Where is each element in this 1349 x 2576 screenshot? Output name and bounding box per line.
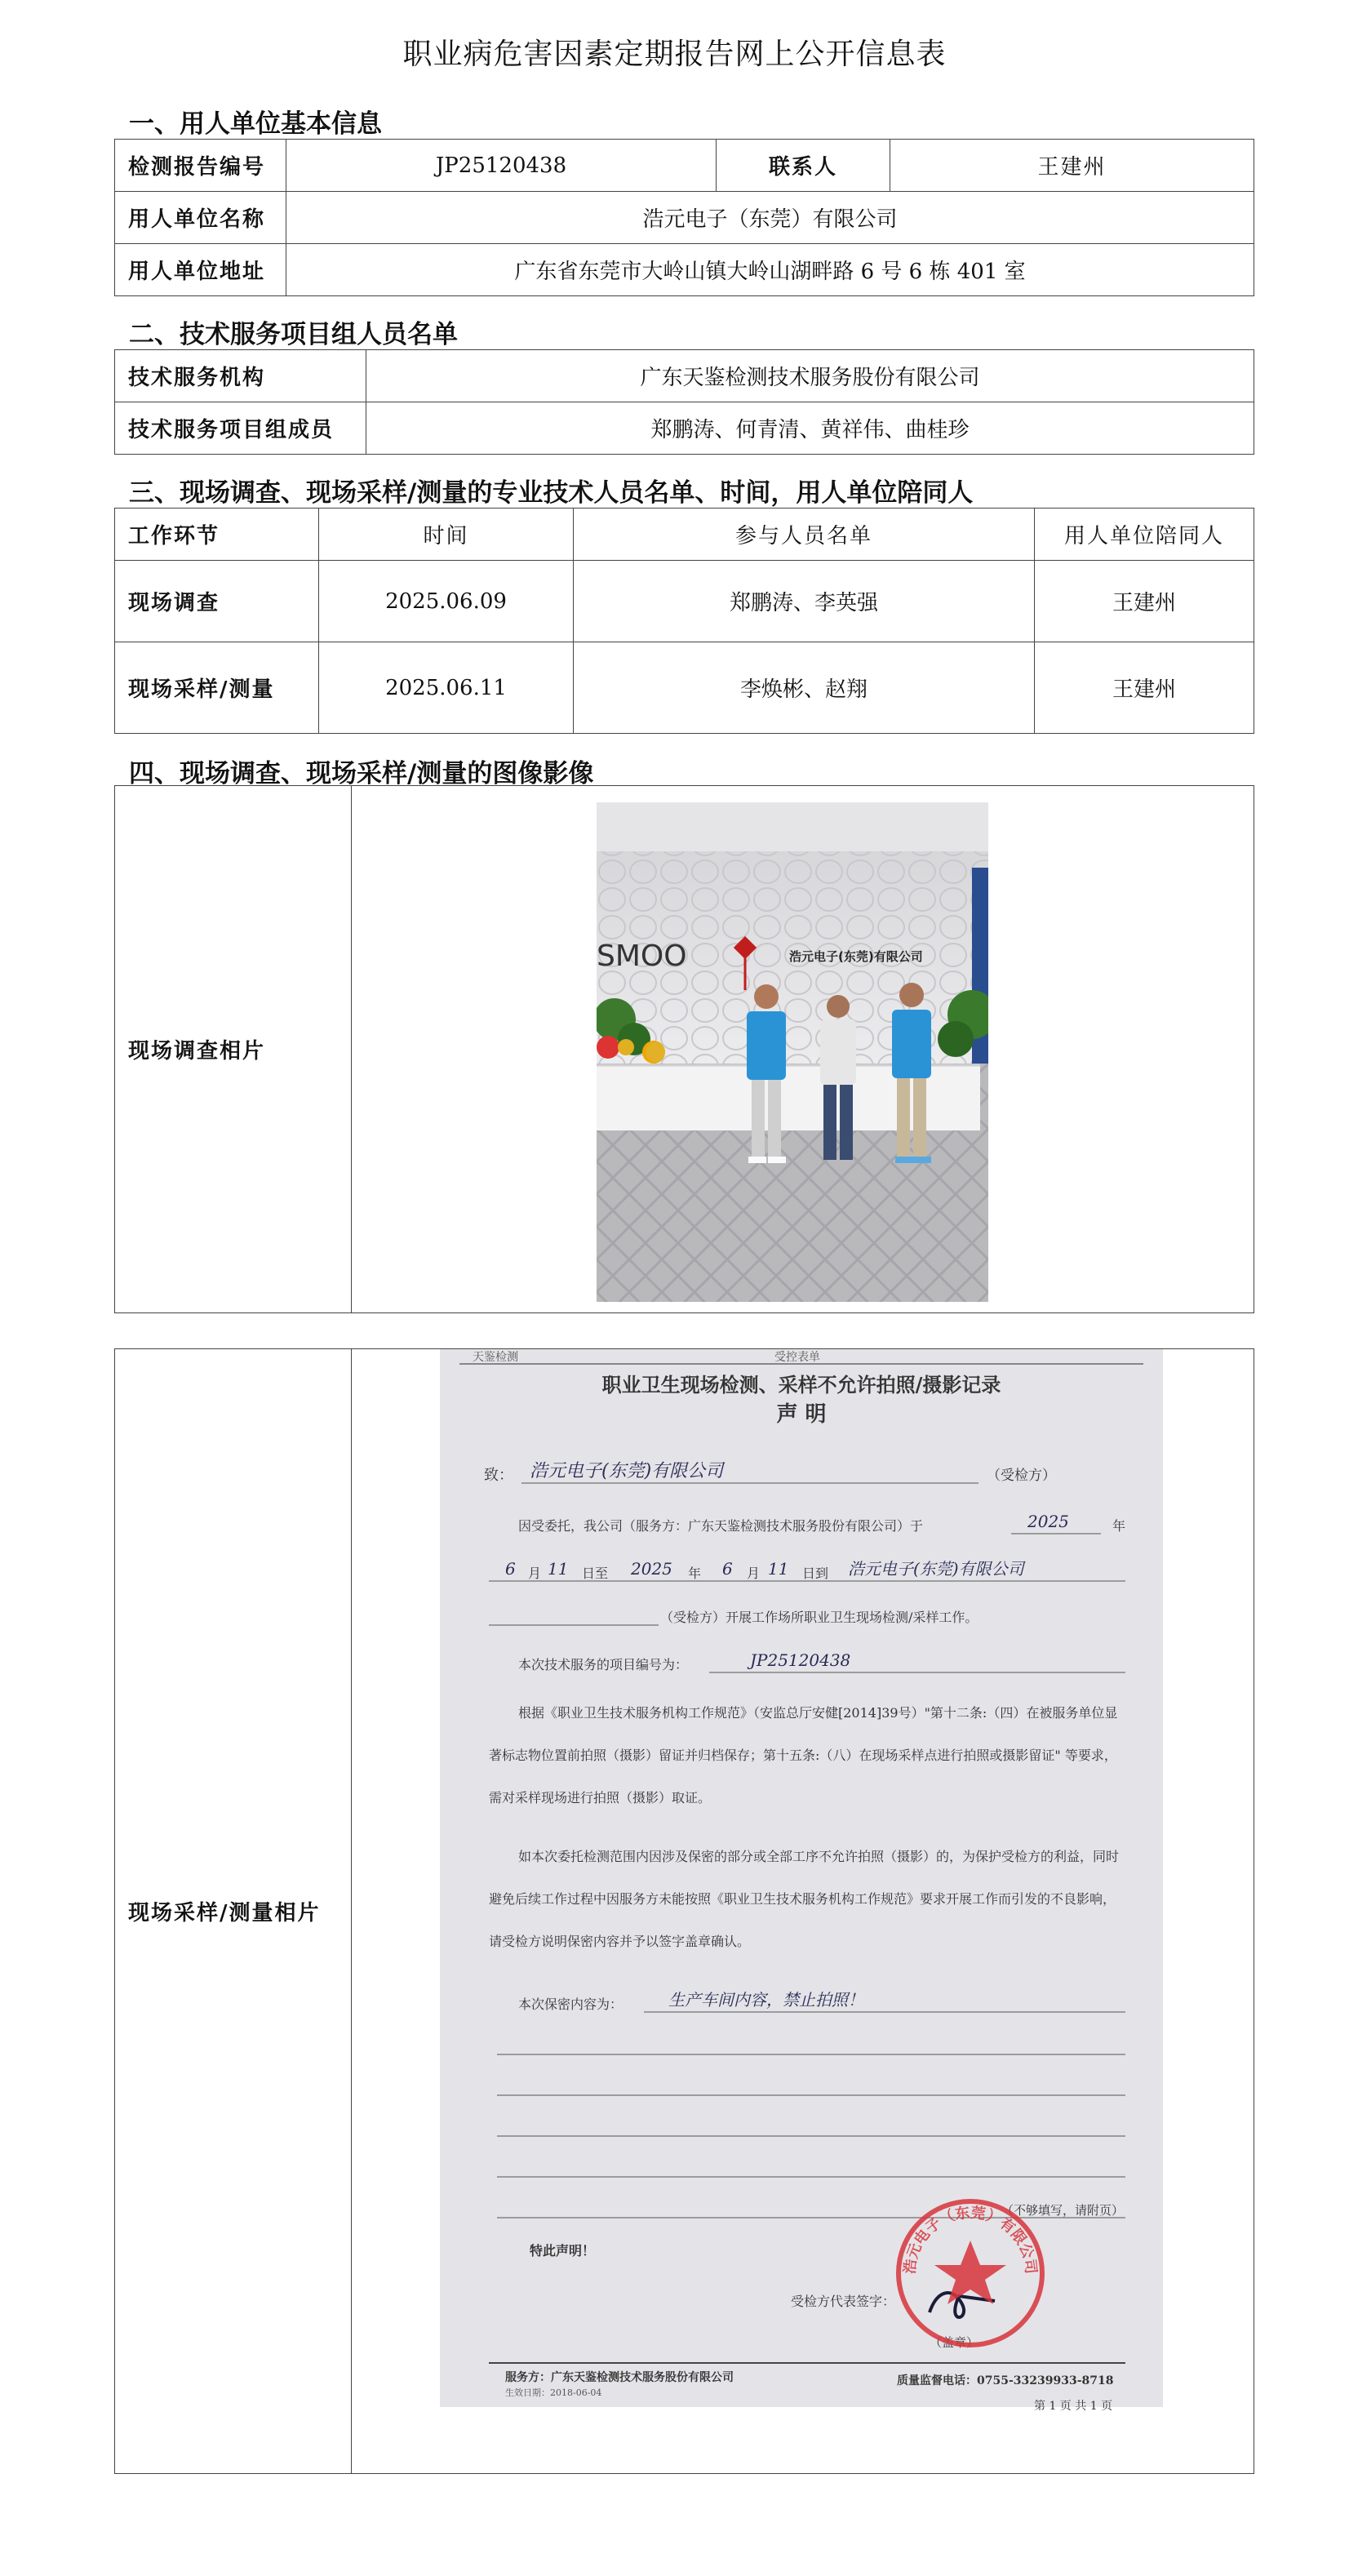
sampling-photo-cell: [352, 1349, 1254, 2474]
row-escort: 王建州: [1035, 642, 1254, 734]
members-value: 郑鹏涛、何青清、黄祥伟、曲桂珍: [366, 402, 1254, 455]
doc-subtitle: 声 明: [776, 1402, 827, 1427]
doc-p1a: 因受委托，我公司（服务方：广东天鉴检测技术服务股份有限公司）于: [518, 1518, 924, 1534]
doc-p2-t4: 月: [747, 1566, 761, 1581]
doc-p2-t2: 日至: [582, 1566, 609, 1581]
company-label: 用人单位名称: [115, 192, 286, 244]
section4-heading: 四、现场调查、现场采样/测量的图像影像: [129, 759, 594, 788]
photo-brand-logo: SMOO: [597, 939, 687, 973]
doc-p2-t1: 月: [528, 1566, 542, 1581]
doc-p1b: 年: [1112, 1518, 1126, 1534]
org-value: 广东天鉴检测技术服务股份有限公司: [366, 350, 1254, 402]
report-no-label: 检测报告编号: [115, 140, 286, 192]
doc-title: 职业卫生现场检测、采样不允许拍照/摄影记录: [601, 1373, 1001, 1397]
doc-footer-date: 生效日期：2018-06-04: [505, 2387, 602, 2398]
doc-p5: 根据《职业卫生技术服务机构工作规范》（安监总厅安健[2014]39号）"第十二条:（四）在被服务单位显著标志物位置前拍照（摄影）留证并归档保存；第十五条:（八）在现场采样点进行拍照或摄影留证" 等要求，需对采样现场进行拍照（摄影）取证。: [489, 1705, 1118, 1805]
doc-p4-no: JP25120438: [750, 1650, 851, 1670]
doc-p3: （受检方）开展工作场所职业卫生现场检测/采样工作。: [660, 1610, 978, 1625]
photo-company-sign: 浩元电子(东莞)有限公司: [789, 949, 923, 964]
doc-p6: 如本次委托检测范围内因涉及保密的部分或全部工序不允许拍照（摄影）的，为保护受检方的利益，同时避免后续工作过程中因服务方未能按照《职业卫生技术服务机构工作规范》要求开展工作而引发的不良影响，请受检方说明保密内容并予以签字盖章确认。: [489, 1849, 1120, 1949]
doc-p7a: 本次保密内容为：: [518, 1996, 623, 2012]
section1-heading: 一、用人单位基本信息: [129, 109, 382, 139]
org-label: 技术服务机构: [115, 350, 366, 402]
doc-footer-service: 服务方：广东天鉴检测技术服务股份有限公司: [505, 2371, 734, 2384]
doc-p2-m1: 6: [505, 1559, 516, 1579]
address-label: 用人单位地址: [115, 244, 286, 296]
doc-p2-d1: 11: [548, 1559, 569, 1579]
doc-p2-m2: 6: [722, 1559, 733, 1579]
stamp-text: 浩元电子（东莞）有限公司: [901, 2204, 1040, 2275]
doc-p2-t5: 日到: [802, 1566, 829, 1581]
doc-to-hand: 浩元电子(东莞)有限公司: [530, 1461, 724, 1481]
doc-header-mid: 受控表单: [774, 1351, 820, 1364]
header-escort: 用人单位陪同人: [1035, 509, 1254, 561]
contact-value: 王建州: [890, 140, 1254, 192]
row-stage: 现场调查: [115, 561, 319, 642]
contact-label: 联系人: [717, 140, 890, 192]
doc-to-suffix: （受检方）: [987, 1468, 1056, 1484]
declaration-document-photo: [440, 1349, 1163, 2407]
survey-photo-label: 现场调查相片: [115, 786, 352, 1313]
address-value: 广东省东莞市大岭山镇大岭山湖畔路 6 号 6 栋 401 室: [286, 244, 1254, 296]
doc-p2-company: 浩元电子(东莞)有限公司: [848, 1559, 1024, 1579]
row-date: 2025.06.09: [319, 561, 574, 642]
basic-info-table: [114, 139, 1254, 296]
doc-note: （不够填写，请附页）: [1001, 2203, 1125, 2218]
doc-header-left: 天鉴检测: [473, 1351, 518, 1364]
figurine-icon: [646, 1042, 665, 1062]
row-stage: 现场采样/测量: [115, 642, 319, 734]
doc-p2-t3: 年: [688, 1566, 702, 1581]
row-staff: 李焕彬、赵翔: [574, 642, 1035, 734]
schedule-table: [114, 508, 1254, 734]
team-table: [114, 349, 1254, 455]
doc-p7-hand: 生产车间内容，禁止拍照！: [668, 1990, 864, 2010]
survey-photo-cell: [352, 786, 1254, 1313]
doc-p2-d2: 11: [768, 1559, 789, 1579]
doc-footer-page: 第 1 页 共 1 页: [1034, 2400, 1113, 2413]
company-value: 浩元电子（东莞）有限公司: [286, 192, 1254, 244]
header-staff: 参与人员名单: [574, 509, 1035, 561]
photo-table-2: [114, 1348, 1254, 2474]
row-date: 2025.06.11: [319, 642, 574, 734]
section2-heading: 二、技术服务项目组人员名单: [129, 320, 458, 349]
photo-table-1: [114, 785, 1254, 1313]
page-title: 职业病危害因素定期报告网上公开信息表: [402, 38, 947, 71]
section3-heading: 三、现场调查、现场采样/测量的专业技术人员名单、时间，用人单位陪同人: [129, 478, 974, 508]
doc-p1-year: 2025: [1027, 1512, 1069, 1531]
table-row: [115, 561, 1254, 642]
doc-p2-y2: 2025: [631, 1559, 672, 1579]
header-date: 时间: [319, 509, 574, 561]
header-stage: 工作环节: [115, 509, 319, 561]
report-no-value: JP25120438: [286, 140, 717, 192]
doc-p4a: 本次技术服务的项目编号为：: [518, 1657, 689, 1672]
row-staff: 郑鹏涛、李英强: [574, 561, 1035, 642]
table-row: [115, 642, 1254, 734]
doc-sign-label: 受检方代表签字：: [791, 2294, 896, 2309]
doc-declare: 特此声明！: [530, 2243, 596, 2258]
doc-to-label: 致：: [484, 1467, 513, 1484]
survey-photo: [597, 802, 988, 1302]
doc-seal-hint: （盖章）: [930, 2335, 979, 2350]
row-escort: 王建州: [1035, 561, 1254, 642]
doc-footer-tel: 质量监督电话：0755-33239933-8718: [897, 2374, 1114, 2387]
members-label: 技术服务项目组成员: [115, 402, 366, 455]
sampling-photo-label: 现场采样/测量相片: [115, 1349, 352, 2474]
